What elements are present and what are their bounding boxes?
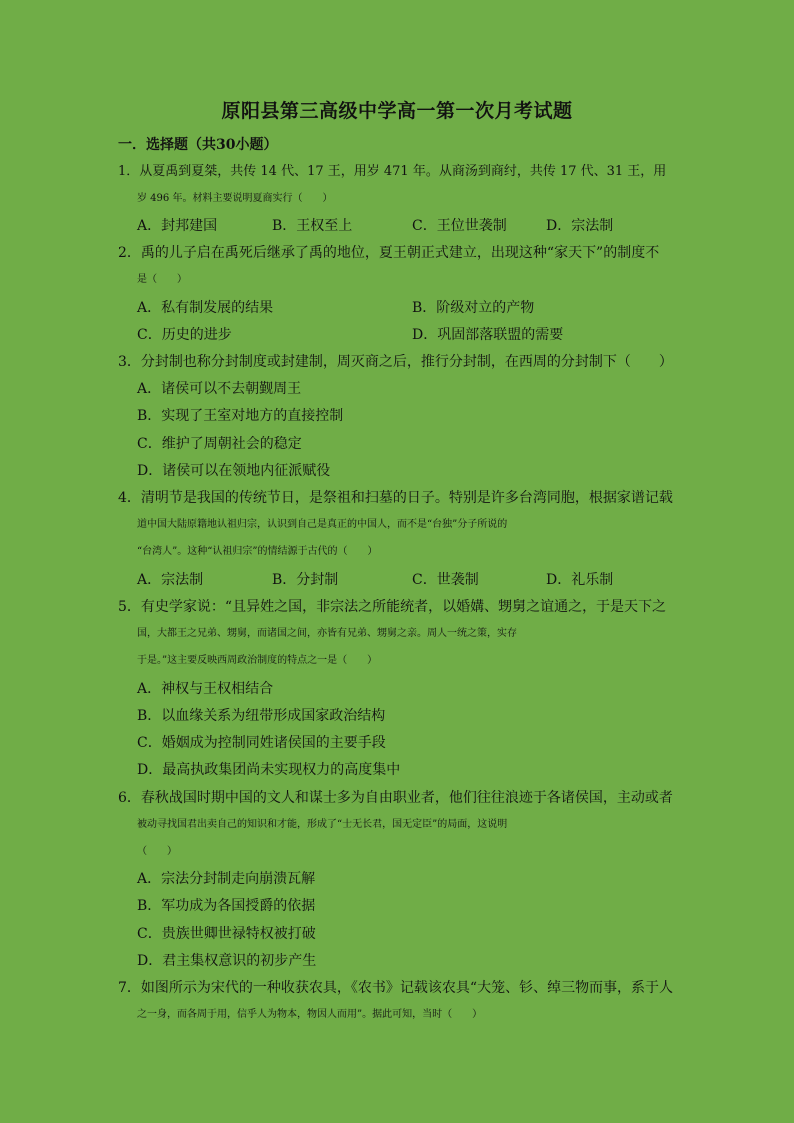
question-4-option-a: A．宗法制 [137, 572, 204, 588]
question-5-line-2: 国，大都王之兄弟、甥舅，而诸国之间，亦皆有兄弟、甥舅之亲。周人一统之策，实存 [137, 628, 517, 639]
question-3-option-b: B．实现了王室对地方的直接控制 [137, 408, 344, 424]
question-6-option-c: C．贵族世卿世禄特权被打破 [137, 926, 316, 942]
question-2-line-1: 2．禹的儿子启在禹死后继承了禹的地位，夏王朝正式建立，出现这种“家天下”的制度不 [118, 245, 660, 261]
question-6-option-d: D．君主集权意识的初步产生 [137, 953, 317, 969]
question-3-option-d: D．诸侯可以在领地内征派赋役 [137, 463, 331, 479]
question-6-line-2: 被动寻找国君出卖自己的知识和才能，形成了“士无长君，国无定臣”的局面，这说明 [137, 819, 508, 830]
question-4-option-d: D．礼乐制 [546, 572, 614, 588]
section-heading: 一．选择题（共30小题） [118, 137, 278, 153]
question-3-option-a: A．诸侯可以不去朝觐周王 [137, 381, 302, 397]
question-1-option-c: C．王位世袭制 [412, 218, 507, 234]
question-5-line-3: 于是。”这主要反映西周政治制度的特点之一是（ ） [137, 655, 378, 666]
question-6-line-3: （ ） [137, 846, 177, 857]
question-7-line-2: 之一身，而各周于用，信乎人为物本，物因人而用”。据此可知，当时（ ） [137, 1009, 483, 1020]
question-1-line-1: 1．从夏禹到夏桀，共传 14 代、17 王，用岁 471 年。从商汤到商纣，共传 17 代、31 王，用 [118, 164, 667, 179]
question-4-option-c: C．世袭制 [412, 572, 479, 588]
question-2-option-a: A．私有制发展的结果 [137, 300, 274, 316]
question-4-line-1: 4．清明节是我国的传统节日，是祭祖和扫墓的日子。特别是许多台湾同胞，根据家谱记载 [118, 490, 673, 506]
question-4-line-2: 道中国大陆原籍地认祖归宗，认识到自己是真正的中国人，而不是“台独”分子所说的 [137, 519, 508, 530]
question-1-line-2: 岁 496 年。材料主要说明夏商实行（ ） [137, 193, 333, 204]
question-5-option-a: A．神权与王权相结合 [137, 681, 274, 697]
question-6-option-a: A．宗法分封制走向崩溃瓦解 [137, 871, 316, 887]
question-7-line-1: 7．如图所示为宋代的一种收获农具，《农书》记载该农具“大笼、钐、绰三物而事，系于人 [118, 980, 674, 996]
question-3-line-1: 3．分封制也称分封制度或封建制，周灭商之后，推行分封制，在西周的分封制下（ ） [118, 354, 673, 370]
question-6-option-b: B．军功成为各国授爵的依据 [137, 898, 316, 914]
question-4-option-b: B．分封制 [272, 572, 339, 588]
question-2-option-d: D．巩固部落联盟的需要 [412, 327, 564, 343]
question-3-option-c: C．维护了周朝社会的稳定 [137, 436, 302, 452]
question-1-option-d: D．宗法制 [546, 218, 614, 234]
question-2-line-2: 是（ ） [137, 274, 187, 285]
question-2-option-b: B．阶级对立的产物 [412, 300, 535, 316]
question-4-line-3: “台湾人”。这种“认祖归宗”的情结源于古代的（ ） [137, 546, 378, 557]
question-5-option-d: D．最高执政集团尚未实现权力的高度集中 [137, 762, 401, 778]
question-5-option-c: C．婚姻成为控制同姓诸侯国的主要手段 [137, 735, 386, 751]
question-5-option-b: B．以血缘关系为纽带形成国家政治结构 [137, 708, 386, 724]
question-6-line-1: 6．春秋战国时期中国的文人和谋士多为自由职业者，他们往往浪迹于各诸侯国，主动或者 [118, 790, 673, 806]
question-1-option-a: A．封邦建国 [137, 218, 218, 234]
question-1-option-b: B．王权至上 [272, 218, 353, 234]
page-title: 原阳县第三高级中学高一第一次月考试题 [221, 100, 573, 122]
question-5-line-1: 5．有史学家说：“且异姓之国，非宗法之所能统者，以婚媾、甥舅之谊通之，于是天下之 [118, 599, 667, 615]
question-2-option-c: C．历史的进步 [137, 327, 232, 343]
